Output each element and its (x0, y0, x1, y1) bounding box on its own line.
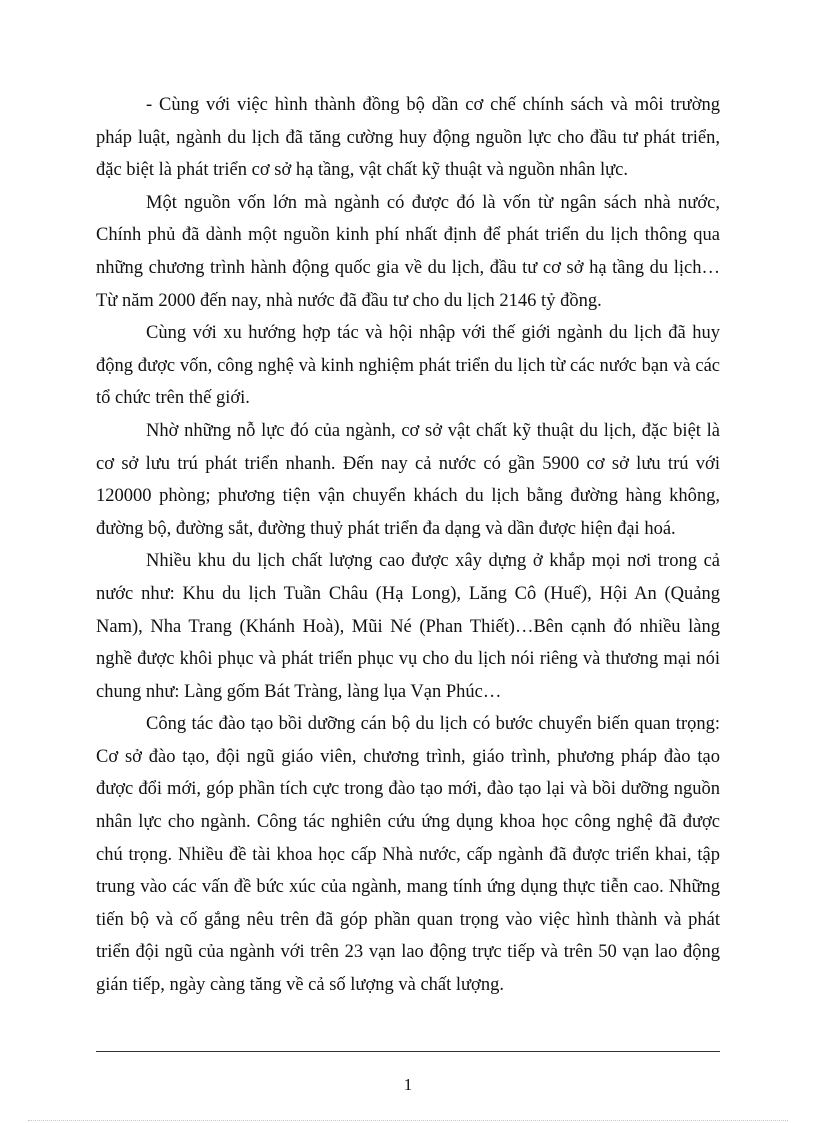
page-number: 1 (403, 1075, 413, 1094)
paragraph-infrastructure: Nhờ những nỗ lực đó của ngành, cơ sở vật chất kỹ thuật du lịch, đặc biệt là cơ sở lưu trú phát triển nhanh. Đến nay cả nước có gần 5900 cơ sở lưu trú với 120000 phòng; phương tiện vận chuyển khách du lịch bằng đường hàng không, đường bộ, đường sắt, đường thuỷ phát triển đa dạng và dần được hiện đại hoá. (96, 420, 720, 539)
paragraph-international-cooperation: Cùng với xu hướng hợp tác và hội nhập với thế giới ngành du lịch đã huy động được vốn, công nghệ và kinh nghiệm phát triển du lịch từ các nước bạn và các tổ chức trên thế giới. (96, 323, 720, 409)
paragraph-resource-mobilization: - Cùng với việc hình thành đồng bộ dần cơ chế chính sách và môi trường pháp luật, ngành du lịch đã tăng cường huy động nguồn lực cho đầu tư phát triển, đặc biệt là phát triển cơ sở hạ tầng, vật chất kỹ thuật và nguồn nhân lực. (96, 95, 720, 181)
page-bottom-edge (28, 1120, 788, 1121)
paragraph-training: Công tác đào tạo bồi dưỡng cán bộ du lịch có bước chuyển biến quan trọng: Cơ sở đào tạo, đội ngũ giáo viên, chương trình, giáo trình, phương pháp đào tạo được đổi mới, góp phần tích cực trong đào tạo mới, đào tạo lại và bồi dưỡng nguồn nhân lực cho ngành. Công tác nghiên cứu ứng dụng khoa học công nghệ đã được chú trọng. Nhiều đề tài khoa học cấp Nhà nước, cấp ngành đã được triển khai, tập trung vào các vấn đề bức xúc của ngành, mang tính ứng dụng thực tiễn cao. Những tiến bộ và cố gắng nêu trên đã góp phần quan trọng vào việc hình thành và phát triển đội ngũ của ngành với trên 23 vạn lao động trực tiếp và trên 50 vạn lao động gián tiếp, ngày càng tăng về cả số lượng và chất lượng. (96, 714, 720, 996)
paragraph-state-budget: Một nguồn vốn lớn mà ngành có được đó là vốn từ ngân sách nhà nước, Chính phủ đã dành một nguồn kinh phí nhất định để phát triển du lịch thông qua những chương trình hành động quốc gia về du lịch, đầu tư cơ sở hạ tầng du lịch…Từ năm 2000 đến nay, nhà nước đã đầu tư cho du lịch 2146 tỷ đồng. (96, 192, 720, 311)
paragraph-tourist-areas: Nhiều khu du lịch chất lượng cao được xây dựng ở khắp mọi nơi trong cả nước như: Khu du lịch Tuần Châu (Hạ Long), Lăng Cô (Huế), Hội An (Quảng Nam), Nha Trang (Khánh Hoà), Mũi Né (Phan Thiết)…Bên cạnh đó nhiều làng nghề được khôi phục và phát triển phục vụ cho du lịch nói riêng và thương mại nói chung như: Làng gốm Bát Tràng, làng lụa Vạn Phúc… (96, 551, 720, 702)
document-body (96, 89, 720, 1002)
footer-divider (96, 1051, 720, 1052)
